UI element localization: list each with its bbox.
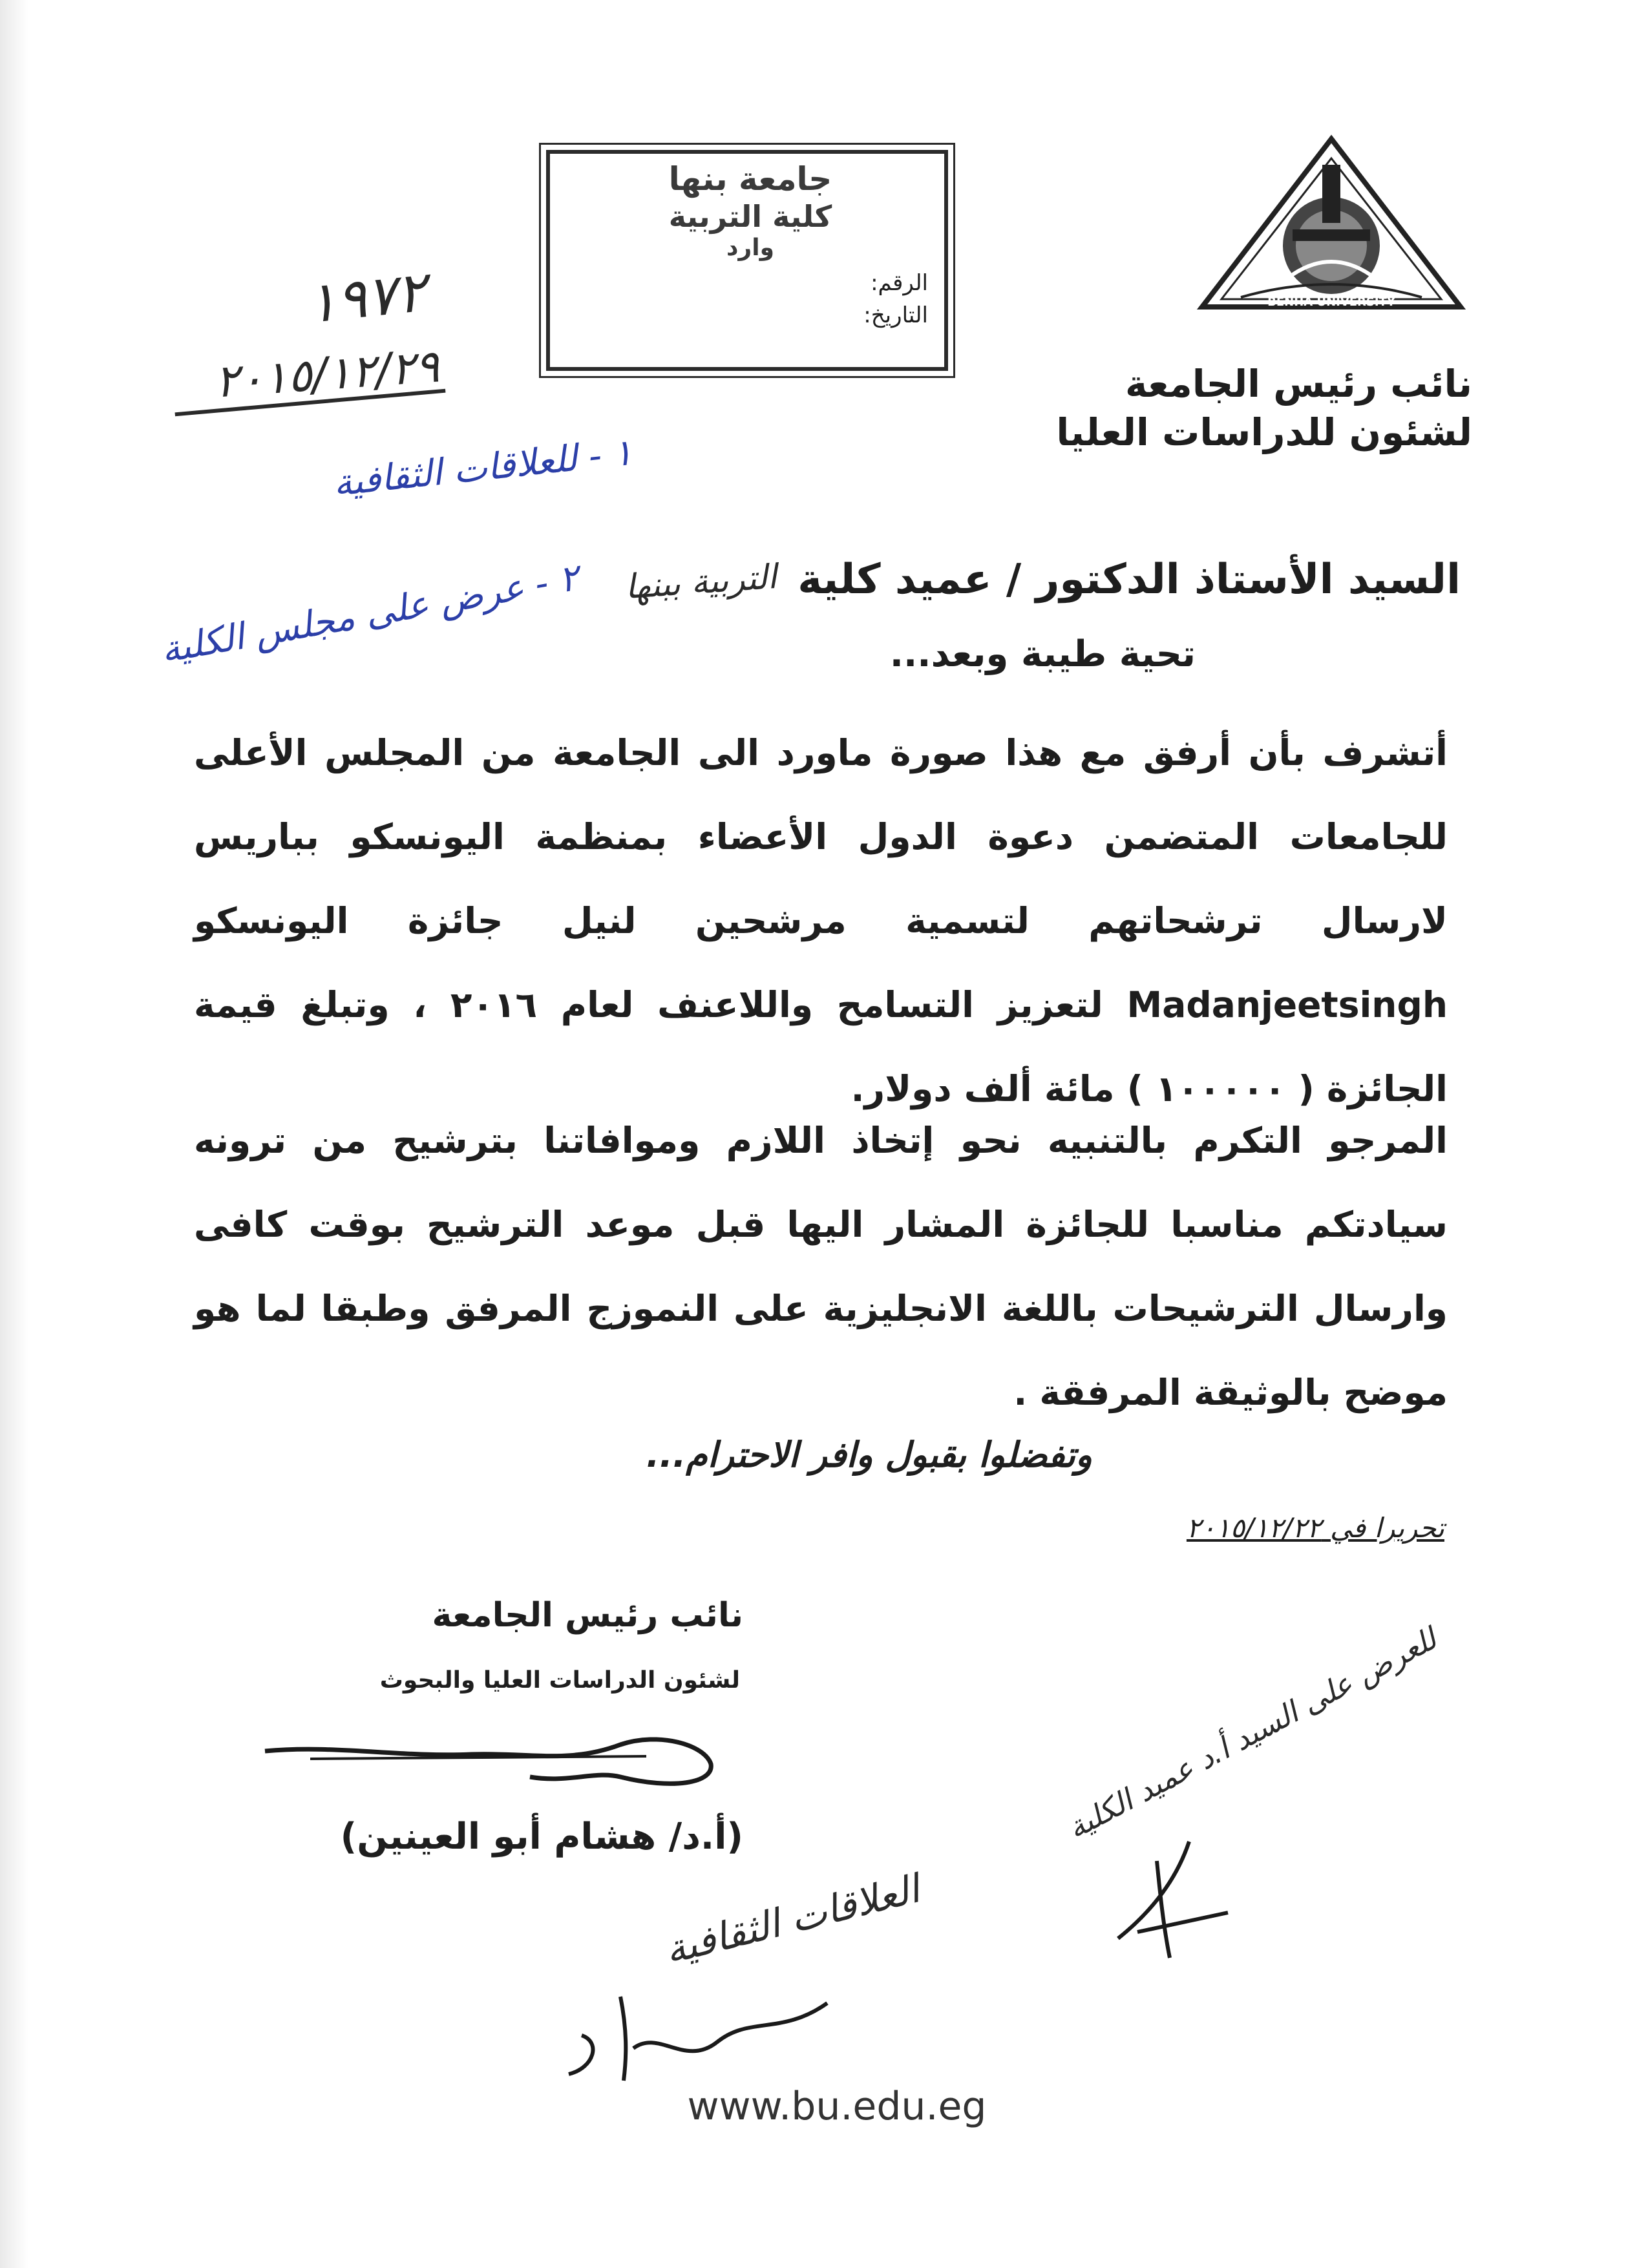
handwritten-right-note: للعرض على السيد أ.د عميد الكلية <box>1061 1621 1442 1846</box>
greeting: تحية طيبة وبعد... <box>889 633 1196 675</box>
incoming-stamp <box>546 150 948 371</box>
stamp-line-3: وارد <box>726 235 774 261</box>
stamp-line-2: كلية التربية <box>668 199 832 234</box>
stamp-number-label: الرقم: <box>871 270 928 296</box>
body-paragraph-1: أتشرف بأن أرفق مع هذا صورة ماورد الى الجامعة من المجلس الأعلى للجامعات المتضمن دعوة الدول الأعضاء بمنظمة اليونسكو بباريس لارسال ترشحاتهم لتسمية مرشحين لنيل جائزة اليونسكو Madanjeetsingh لتعزيز التسامح واللاعنف لعام ٢٠١٦ ، وتبلغ قيمة الجائزة ( ١٠٠٠٠٠ ) مائة ألف دولار. <box>194 732 1448 1109</box>
handwritten-incoming-date: ٢٠١٥/١٢/٢٩ <box>213 339 441 408</box>
office-title: نائب رئيس الجامعة <box>1125 362 1472 406</box>
handwritten-bottom-note: العلاقات الثقافية <box>660 1866 924 1973</box>
addressee-handwritten: التربية ببنها <box>624 557 778 607</box>
scan-edge-shadow <box>0 0 28 2268</box>
stamp-line-1: جامعة بنها <box>668 160 832 198</box>
addressee-printed: السيد الأستاذ الدكتور / عميد كلية <box>798 556 1461 604</box>
university-logo <box>1196 132 1467 326</box>
university-logo-text: BENHA UNIVERSITY <box>1267 295 1395 309</box>
stamp-date-label: التاريخ: <box>863 302 928 328</box>
addressee-line <box>103 556 1461 607</box>
body-paragraph-2: المرجو التكرم بالتنبيه نحو إتخاذ اللازم وموافاتنا بترشيح من ترونه سيادتكم مناسبا للجائزة المشار اليها قبل موعد الترشيح بوقت كافى وارسال الترشيحات باللغة الانجليزية على النموزج المرفق وطبقا لما هو موضح بالوثيقة المرفقة . <box>194 1120 1448 1413</box>
footer-website: www.bu.edu.eg <box>687 2084 987 2129</box>
handwritten-note-1: ١ - للعلاقات الثقافية <box>331 431 635 505</box>
closing-line: وتفضلوا بقبول وافر الاحترام... <box>646 1434 1092 1475</box>
handwritten-initials-right <box>1099 1835 1241 1964</box>
handwritten-signature <box>259 1706 724 1803</box>
handwritten-initials-bottom <box>556 1977 860 2087</box>
signature-subtitle: لشئون الدراسات العليا والبحوث <box>379 1667 740 1694</box>
signature-name: (أ.د/ هشام أبو العينين) <box>340 1816 743 1858</box>
letter-date: تحريرا في ٢٠١٥/١٢/٢٢ <box>1186 1512 1444 1544</box>
handwritten-note-2: ٢ - عرض على مجلس الكلية <box>158 556 582 672</box>
office-subtitle: لشئون للدراسات العليا <box>1056 410 1472 454</box>
signature-title: نائب رئيس الجامعة <box>432 1596 743 1635</box>
handwritten-incoming-number: ١٩٧٢ <box>304 259 430 337</box>
